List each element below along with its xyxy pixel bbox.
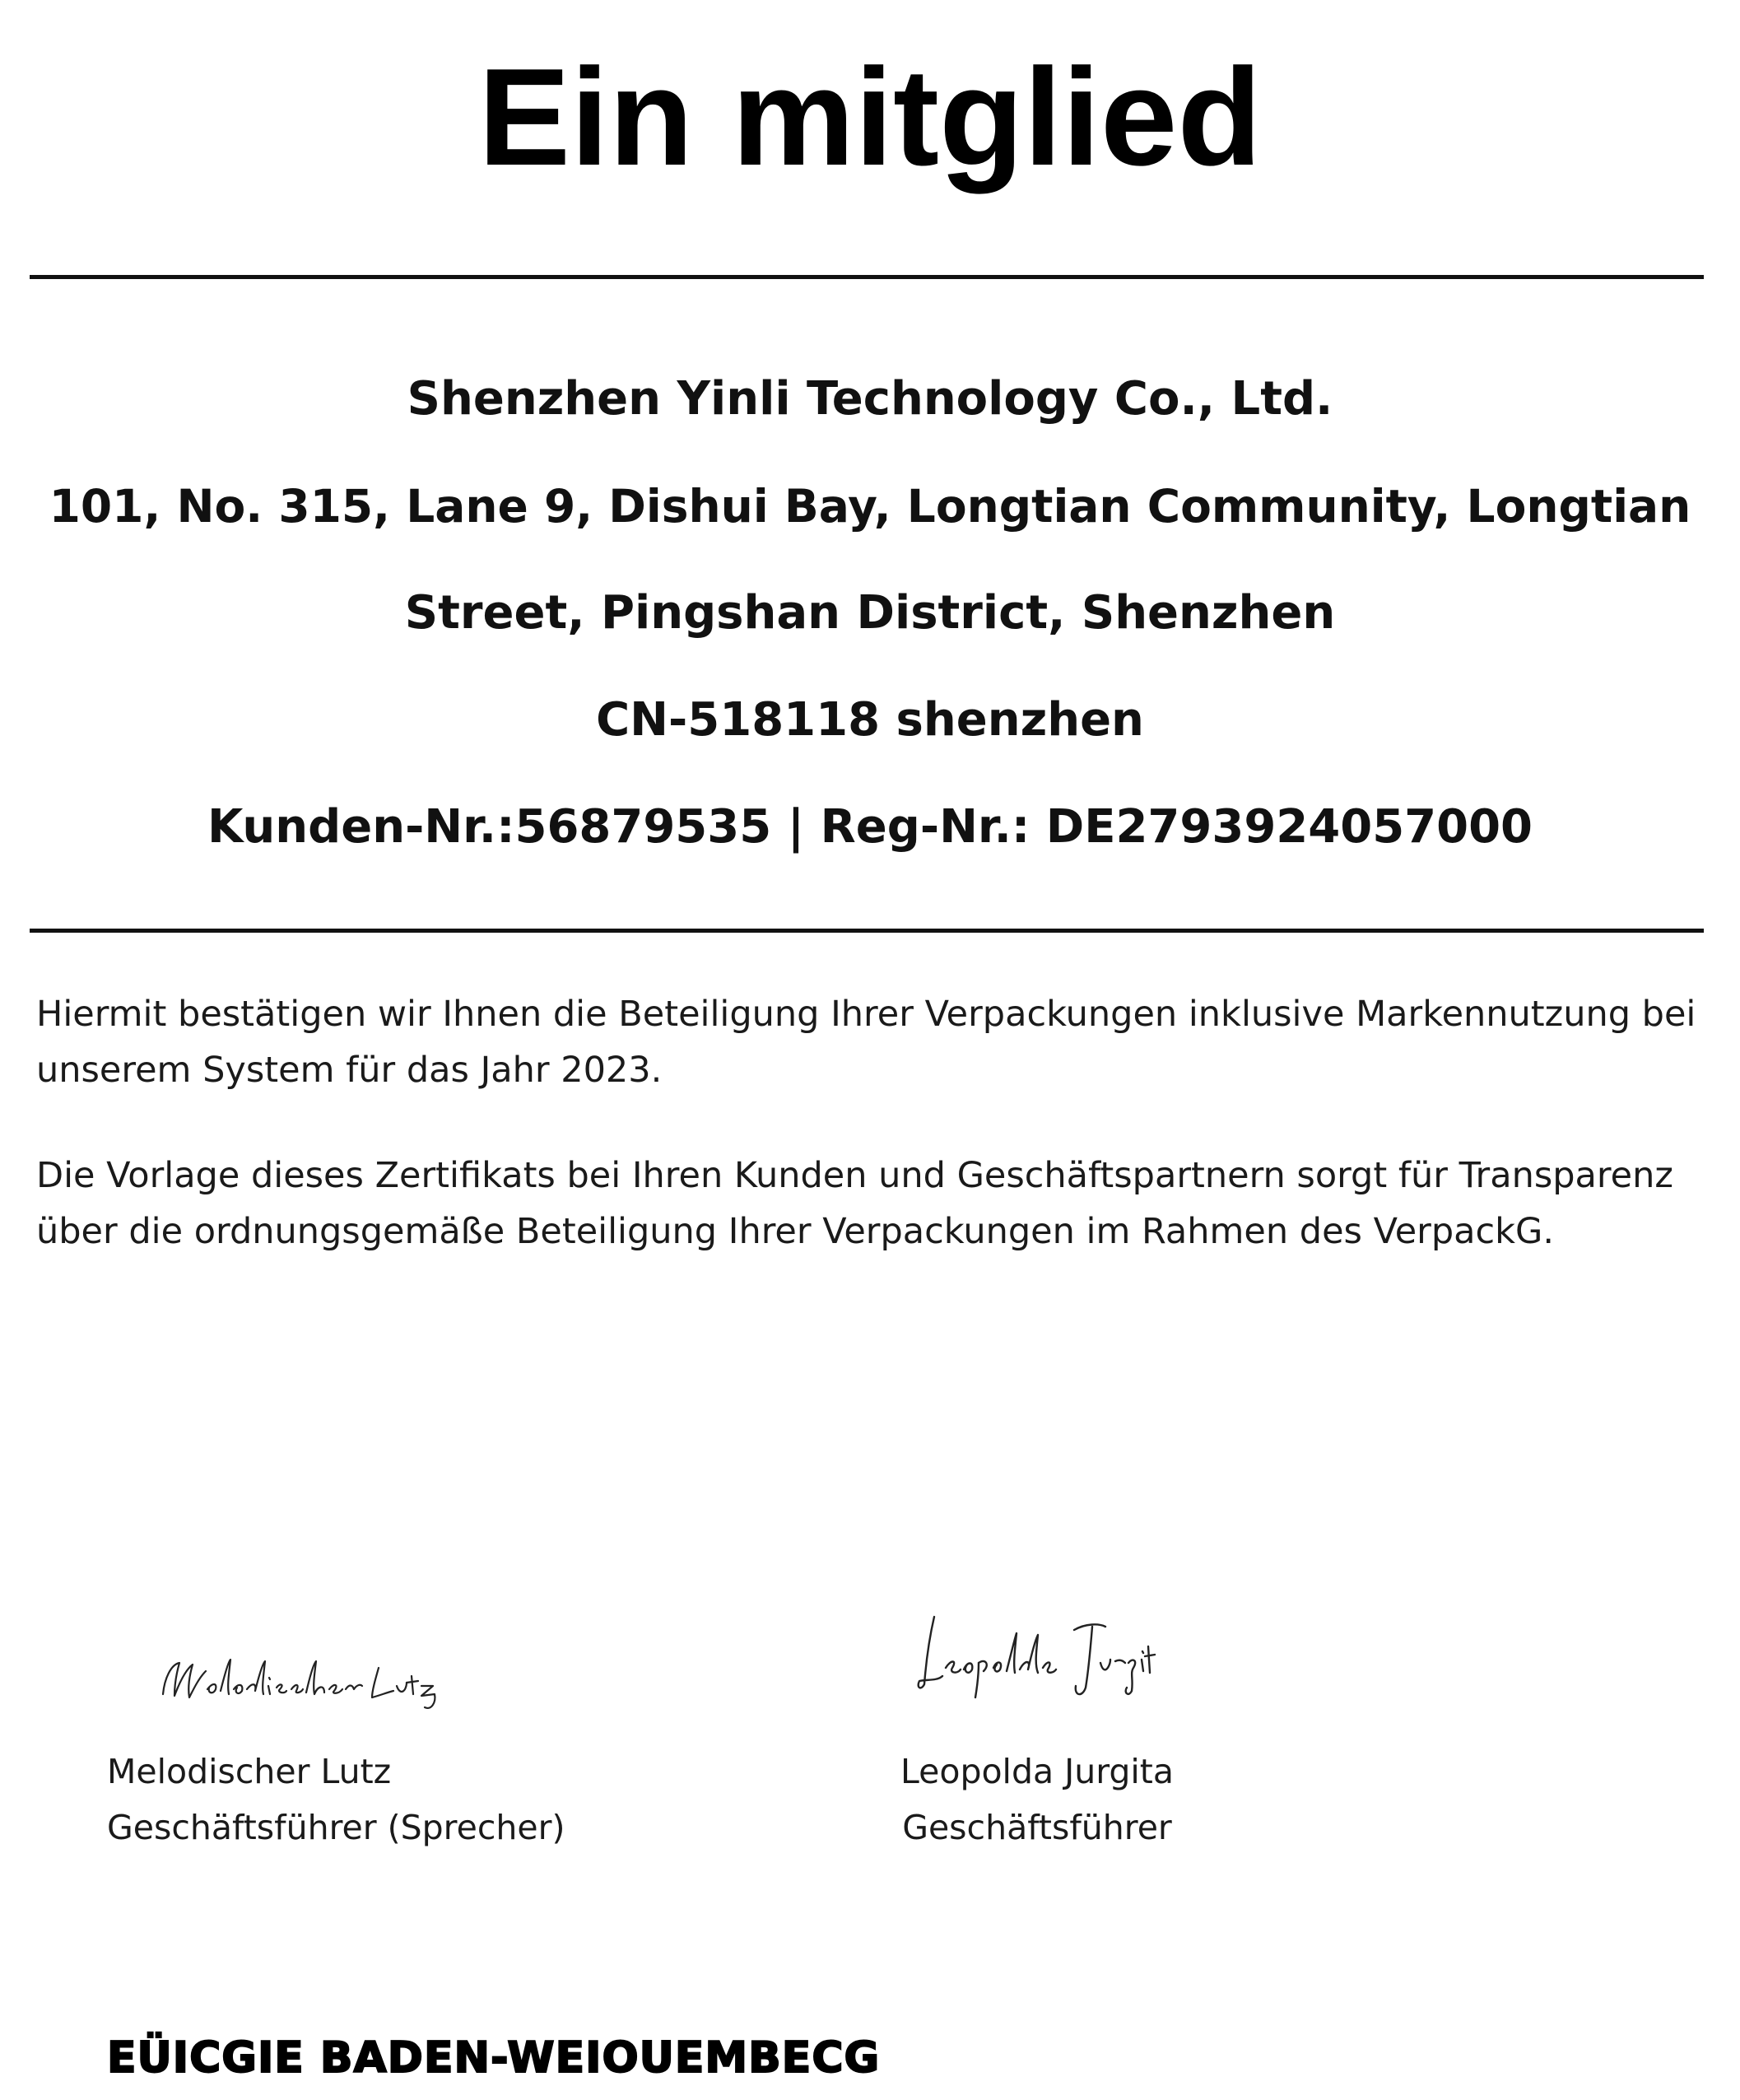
company-address-line1: 101, No. 315, Lane 9, Dishui Bay, Longtian Community, Longtian [49, 480, 1691, 533]
signer-left-name: Melodischer Lutz [107, 1752, 392, 1791]
certificate-title: Ein mitglied [477, 40, 1263, 194]
company-ids: Kunden-Nr.:56879535 | Reg-Nr.: DE2793924057000 [207, 800, 1533, 854]
signer-right [856, 1744, 1218, 1856]
company-name: Shenzhen Yinli Technology Co., Ltd. [407, 372, 1333, 426]
transparency-paragraph: Die Vorlage dieses Zertifikats bei Ihren Kunden und Geschäftspartnern sorgt für Transparenz über die ordnungsgemäße Beteiligung Ihrer Verpackungen im Rahmen des VerpackG. [36, 1155, 1673, 1252]
signature-left-image [156, 1646, 444, 1712]
signer-right-role: Geschäftsführer [902, 1808, 1172, 1847]
signer-right-name: Leopolda Jurgita [900, 1752, 1174, 1791]
signature-right-image [910, 1605, 1156, 1704]
company-postal: CN-518118 shenzhen [596, 693, 1144, 747]
company-address-line2: Street, Pingshan District, Shenzhen [404, 586, 1336, 640]
footer-state-text: EÜICGIE BADEN-WEIOUEMBECG [107, 2033, 881, 2083]
company-block [0, 346, 1740, 881]
confirmation-paragraph: Hiermit bestätigen wir Ihnen die Beteiligung Ihrer Verpackungen inklusive Markennutzung bei unserem System für das Jahr 2023. [36, 994, 1696, 1091]
bottom-divider [30, 929, 1704, 933]
top-divider [30, 275, 1704, 279]
signer-left-role: Geschäftsführer (Sprecher) [107, 1808, 565, 1847]
signer-left [107, 1744, 565, 1856]
